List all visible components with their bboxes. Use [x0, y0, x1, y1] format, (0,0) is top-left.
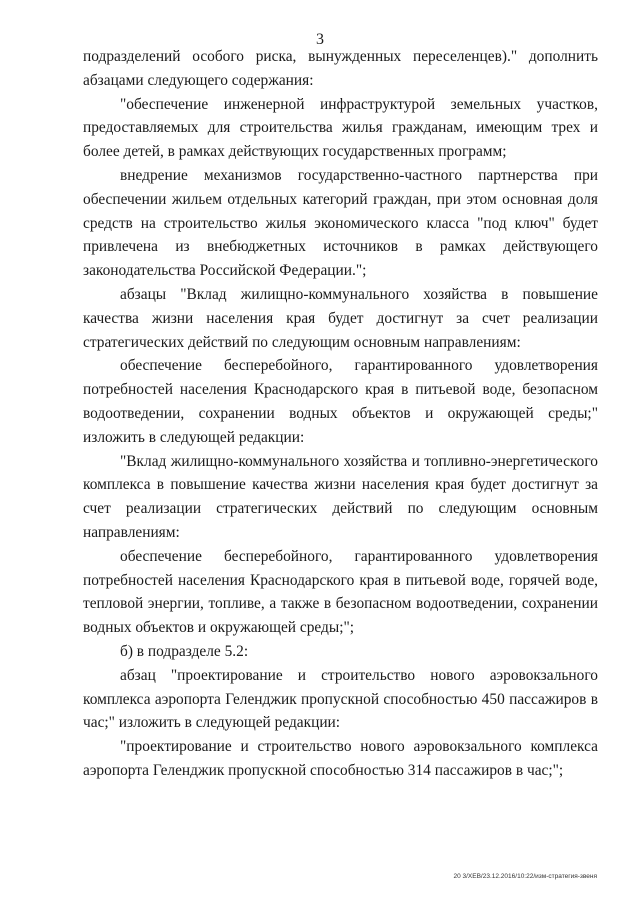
paragraph: "Вклад жилищно-коммунального хозяйства и топливно-энергетического комплекса в повышение качества жизни населения края будет достигнут за счет реализации стратегических действий по следующим основным направлениям:	[83, 452, 598, 541]
paragraph: абзацы "Вклад жилищно-коммунального хозяйства в повышение качества жизни населения края будет достигнут за счет реализации стратегических действий по следующим основным направлениям:	[83, 285, 598, 351]
paragraph: "проектирование и строительство нового аэровокзального комплекса аэропорта Геленджик пропускной способностью 314 пассажиров в час;";	[83, 738, 598, 779]
document-body	[83, 45, 598, 783]
paragraph: б) в подразделе 5.2:	[120, 642, 249, 660]
paragraph: обеспечение бесперебойного, гарантированного удовлетворения потребностей населения Краснодарского края в питьевой воде, безопасном водоотведении, сохранении водных объектов и окружающей среды;" изложить в следующей редакции:	[83, 357, 598, 446]
document-footer-stamp: 20 3/ХЕВ/23.12.2016/10:22/изм-стратегия-звеня	[453, 873, 597, 880]
paragraph: обеспечение бесперебойного, гарантированного удовлетворения потребностей населения Краснодарского края в питьевой воде, горячей воде, тепловой энергии, топливе, а также в безопасном водоотведении, сохранении водных объектов и окружающей среды;";	[83, 547, 598, 637]
paragraph: абзац "проектирование и строительство нового аэровокзального комплекса аэропорта Геленджик пропускной способностью 450 пассажиров в час;" изложить в следующей редакции:	[83, 666, 598, 732]
page-number: 3	[316, 31, 324, 48]
paragraph: подразделений особого риска, вынужденных переселенцев)." дополнить абзацами следующего содержания:	[83, 48, 598, 89]
paragraph: внедрение механизмов государственно-частного партнерства при обеспечении жильем отдельных категорий граждан, при этом основная доля средств на строительство жилья экономического класса "под ключ" будет привлечена из внебюджетных источников в рамках действующего законодательства Российской Федерации.";	[83, 166, 598, 280]
paragraph: "обеспечение инженерной инфраструктурой земельных участков, предоставляемых для строительства жилья гражданам, имеющим трех и более детей, в рамках действующих государственных программ;	[83, 95, 598, 161]
